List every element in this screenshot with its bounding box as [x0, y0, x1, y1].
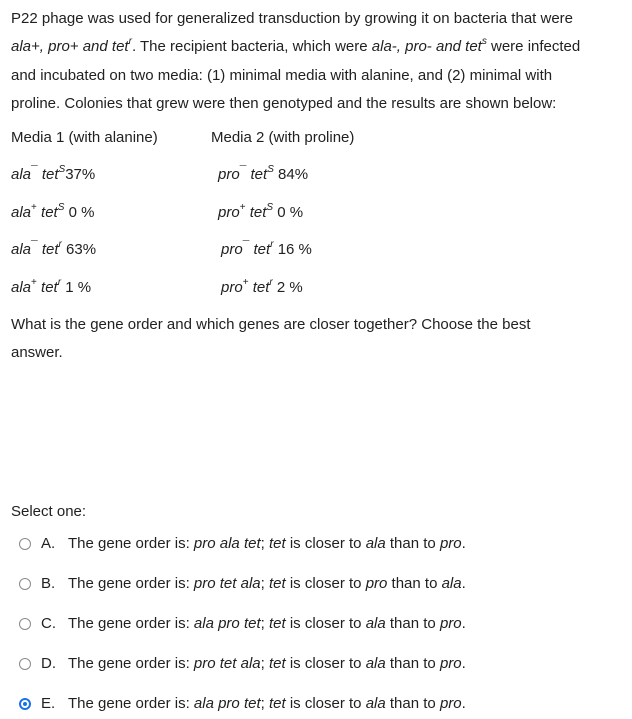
media-1-row: ala¯ tet$^S$37%: [11, 163, 96, 183]
option-letter: D.: [41, 655, 56, 672]
radio-button[interactable]: [19, 538, 31, 550]
question-line-1: P22 phage was used for generalized transduction by growing it on bacteria that were: [11, 10, 574, 27]
option-letter: B.: [41, 575, 56, 592]
radio-button[interactable]: [19, 618, 31, 630]
prompt-line-1: What is the gene order and which genes are closer together? Choose the best: [11, 316, 531, 333]
question-text: [11, 5, 626, 118]
option-text[interactable]: The gene order is: pro tet ala; tet is closer to ala than to pro.: [68, 655, 466, 672]
media-2-row: pro+ tet$^r$ 2 %: [221, 277, 303, 296]
option-text[interactable]: The gene order is: pro ala tet; tet is closer to ala than to pro.: [68, 535, 466, 552]
option-text[interactable]: The gene order is: ala pro tet; tet is closer to ala than to pro.: [68, 695, 466, 712]
radio-button-selected[interactable]: [19, 698, 31, 710]
option-letter: E.: [41, 695, 56, 712]
select-one-label: Select one:: [11, 503, 87, 520]
option-text[interactable]: The gene order is: ala pro tet; tet is closer to ala than to pro.: [68, 615, 466, 632]
prompt-line-2: answer.: [11, 344, 63, 361]
media-2-row: pro¯ tet$^r$ 16 %: [221, 238, 312, 258]
media-1-row: ala+ tet$^r$ 1 %: [11, 277, 92, 296]
question-line-4: proline. Colonies that grew were then genotyped and the results are shown below:: [11, 94, 557, 112]
media-1-header: Media 1 (with alanine): [11, 129, 158, 146]
option-letter: A.: [41, 535, 56, 552]
question-line-3: and incubated on two media: (1) minimal media with alanine, and (2) minimal with: [11, 66, 553, 84]
media-2-row: pro¯ tet$^S$ 84%: [218, 163, 309, 183]
radio-button[interactable]: [19, 658, 31, 670]
option-text[interactable]: The gene order is: pro tet ala; tet is closer to pro than to ala.: [68, 575, 466, 592]
option-letter: C.: [41, 615, 56, 632]
radio-button[interactable]: [19, 578, 31, 590]
media-1-row: ala+ tet$^S$ 0 %: [11, 202, 95, 221]
media-2-row: pro+ tet$^S$ 0 %: [218, 202, 304, 221]
media-1-row: ala¯ tet$^r$ 63%: [11, 238, 97, 258]
question-line-2: ala+, pro+ and tet$^r$. The recipient bacteria, which were ala-, pro- and tet$^s$ were infected: [11, 36, 581, 56]
media-2-header: Media 2 (with proline): [211, 129, 355, 146]
